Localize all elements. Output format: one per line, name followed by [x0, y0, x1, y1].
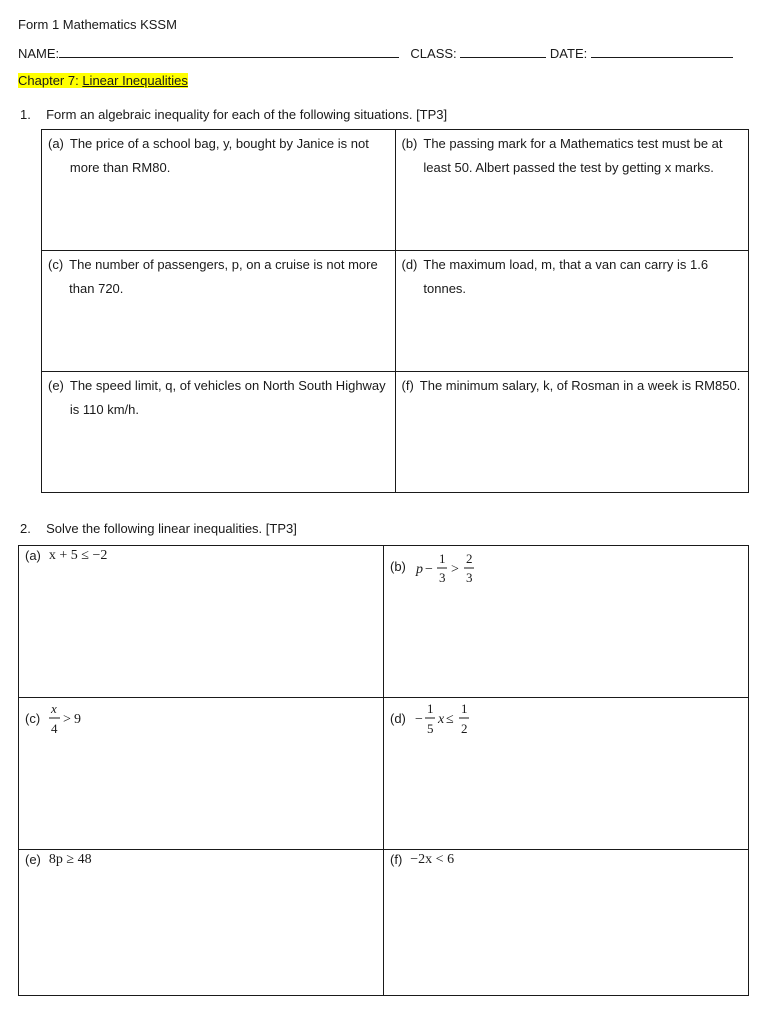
worksheet-title: Form 1 Mathematics KSSM	[18, 17, 177, 32]
question-1-number: 1.	[20, 107, 31, 122]
q2-item-label: (f)	[390, 852, 403, 867]
svg-text:5: 5	[426, 721, 434, 736]
svg-text:9: 9	[74, 712, 82, 727]
q1-item-text: The minimum salary, k, of Rosman in a week is RM850.	[419, 378, 741, 393]
q2-expression-c	[48, 700, 96, 738]
svg-text:p: p	[415, 562, 423, 577]
q2-cell-b[interactable]	[384, 546, 749, 698]
q1-item-label: (a)	[48, 136, 64, 151]
q1-item-text: The maximum load, m, that a van can carry is 1.6 tonnes.	[423, 257, 709, 296]
name-field[interactable]	[59, 45, 399, 58]
svg-text:>: >	[450, 562, 459, 577]
svg-text:3: 3	[438, 570, 446, 585]
date-label: DATE:	[549, 46, 588, 61]
svg-text:4: 4	[51, 721, 58, 736]
q1-item-text: The speed limit, q, of vehicles on North South Highway is 110 km/h.	[69, 378, 386, 417]
svg-text:3: 3	[465, 570, 473, 585]
question-1-heading	[20, 107, 447, 122]
q1-item-text: The number of passengers, p, on a cruise is not more than 720.	[69, 257, 378, 296]
q2-expression: −2x < 6	[410, 852, 455, 867]
q1-item-label: (f)	[401, 378, 414, 393]
svg-text:1: 1	[438, 551, 446, 566]
q2-item-label: (d)	[390, 711, 406, 726]
q1-cell-d[interactable]	[395, 251, 749, 372]
q1-item-label: (e)	[48, 378, 64, 393]
chapter-label: Chapter 7:	[18, 73, 79, 88]
q2-expression: 8p ≥ 48	[48, 852, 92, 867]
q1-item-text: The price of a school bag, y, bought by Janice is not more than RM80.	[69, 136, 369, 175]
q1-item-label: (d)	[401, 257, 418, 272]
svg-text:2: 2	[465, 551, 473, 566]
q1-item-label: (c)	[48, 257, 64, 272]
question-1-table	[41, 129, 749, 493]
chapter-heading	[18, 73, 188, 88]
q2-cell-f[interactable]	[384, 850, 749, 996]
student-info-row	[18, 45, 733, 61]
q2-cell-d[interactable]	[384, 698, 749, 850]
q1-item-label: (b)	[401, 136, 418, 151]
name-label: NAME:	[18, 46, 60, 61]
question-1-instruction: Form an algebraic inequality for each of the following situations. [TP3]	[46, 107, 448, 122]
q2-expression-d	[414, 700, 476, 738]
q1-cell-b[interactable]	[395, 130, 749, 251]
q2-cell-e[interactable]	[19, 850, 384, 996]
svg-text:x: x	[437, 712, 445, 727]
q1-item-text: The passing mark for a Mathematics test must be at least 50. Albert passed the test by getting x marks.	[423, 136, 723, 175]
svg-text:−: −	[424, 562, 433, 577]
svg-text:−: −	[414, 712, 423, 727]
q2-cell-c[interactable]	[19, 698, 384, 850]
q2-expression-b	[414, 550, 484, 586]
svg-text:1: 1	[426, 701, 434, 716]
date-field[interactable]	[591, 45, 733, 58]
svg-text:1: 1	[460, 701, 468, 716]
question-2-table	[18, 545, 749, 996]
q2-item-label: (b)	[390, 559, 406, 574]
q2-item-label: (a)	[25, 548, 41, 563]
question-2-number: 2.	[20, 521, 31, 536]
q1-cell-a[interactable]	[42, 130, 396, 251]
class-label: CLASS:	[410, 46, 457, 61]
svg-text:≤: ≤	[445, 712, 454, 727]
q2-item-label: (c)	[25, 711, 41, 726]
q1-cell-e[interactable]	[42, 372, 396, 493]
chapter-topic-link[interactable]: Linear Inequalities	[82, 73, 188, 88]
q2-expression: x + 5 ≤ −2	[48, 548, 108, 563]
q2-expression-b-graphic	[414, 550, 484, 586]
q2-expression-c-graphic	[48, 700, 96, 738]
question-2-heading	[20, 521, 297, 536]
class-field[interactable]	[460, 45, 546, 58]
svg-text:x: x	[51, 701, 57, 716]
q2-expression-d-graphic	[414, 700, 476, 738]
svg-text:2: 2	[460, 721, 468, 736]
q2-cell-a[interactable]	[19, 546, 384, 698]
q1-cell-c[interactable]	[42, 251, 396, 372]
question-2-instruction: Solve the following linear inequalities. [TP3]	[46, 521, 297, 536]
q1-cell-f[interactable]	[395, 372, 749, 493]
q2-item-label: (e)	[25, 852, 41, 867]
svg-text:>: >	[63, 712, 72, 727]
